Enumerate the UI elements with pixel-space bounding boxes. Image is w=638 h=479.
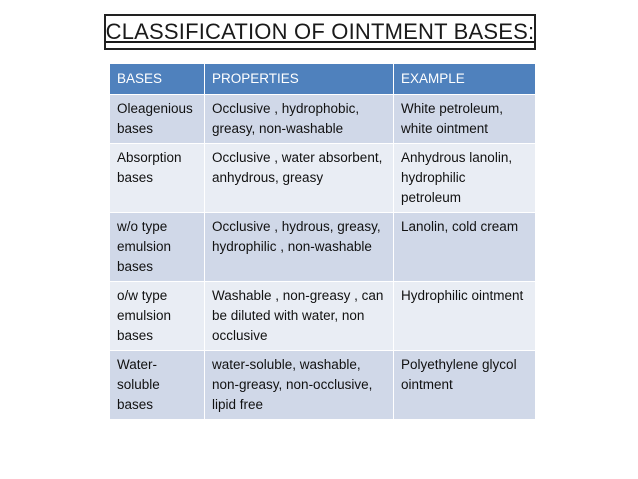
cell-properties: Washable , non-greasy , can be diluted with water, non occlusive (205, 282, 394, 351)
cell-example: Hydrophilic ointment (394, 282, 536, 351)
header-properties: PROPERTIES (205, 64, 394, 95)
table-row (110, 95, 536, 144)
header-bases: BASES (110, 64, 205, 95)
cell-base: Absorption bases (110, 144, 205, 213)
cell-example: Anhydrous lanolin, hydrophilic petroleum (394, 144, 536, 213)
cell-base: o/w type emulsion bases (110, 282, 205, 351)
table-row (110, 213, 536, 282)
cell-example: Lanolin, cold cream (394, 213, 536, 282)
ointment-bases-table (109, 63, 536, 420)
slide-title: CLASSIFICATION OF OINTMENT BASES: (105, 19, 535, 44)
slide-title-box (104, 14, 536, 50)
cell-base: Water-soluble bases (110, 351, 205, 420)
table-row (110, 144, 536, 213)
cell-base: Oleagenious bases (110, 95, 205, 144)
cell-base: w/o type emulsion bases (110, 213, 205, 282)
cell-properties: Occlusive , water absorbent, anhydrous, greasy (205, 144, 394, 213)
cell-properties: Occlusive , hydrophobic, greasy, non-washable (205, 95, 394, 144)
header-example: EXAMPLE (394, 64, 536, 95)
table-row (110, 351, 536, 420)
cell-example: White petroleum, white ointment (394, 95, 536, 144)
table-row (110, 282, 536, 351)
cell-properties: water-soluble, washable, non-greasy, non-occlusive, lipid free (205, 351, 394, 420)
cell-example: Polyethylene glycol ointment (394, 351, 536, 420)
cell-properties: Occlusive , hydrous, greasy, hydrophilic , non-washable (205, 213, 394, 282)
table-header-row (110, 64, 536, 95)
